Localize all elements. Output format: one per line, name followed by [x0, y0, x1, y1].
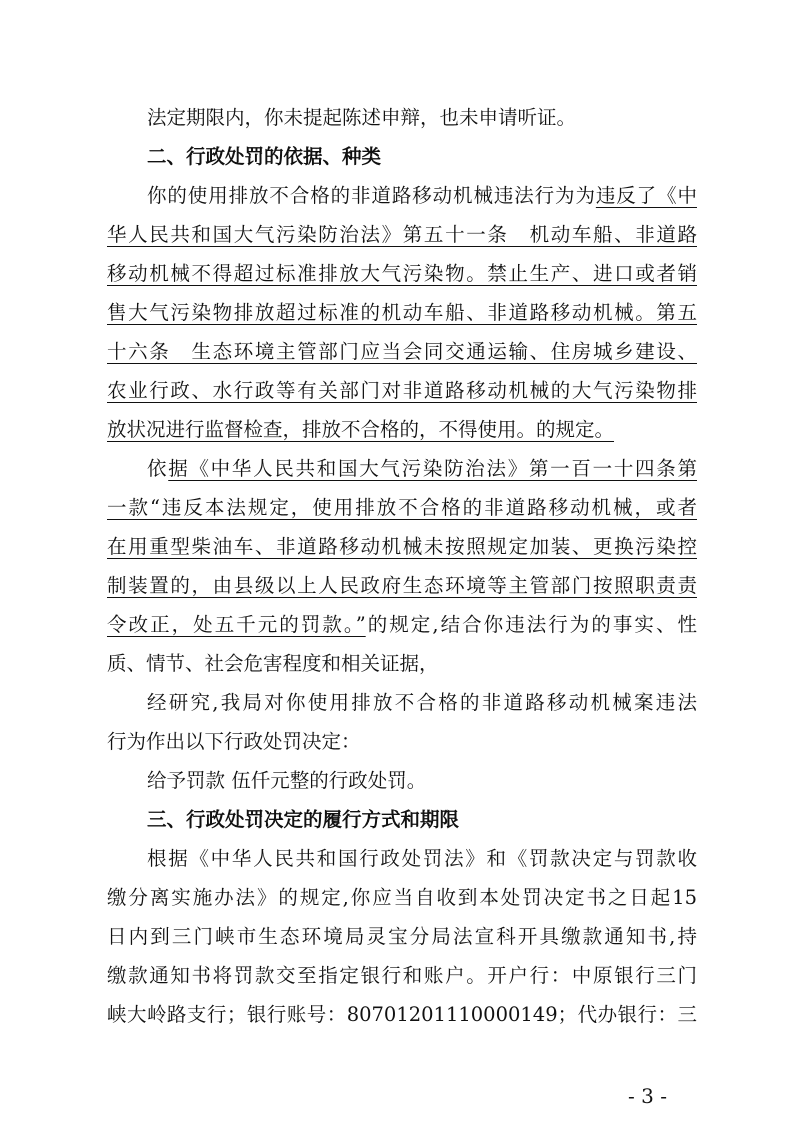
- paragraph-line: 日内到三门峡市生态环境局灵宝分局法宣科开具缴款通知书,持: [107, 925, 697, 948]
- paragraph-line: 制装置的，由县级以上人民政府生态环境等主管部门按照职责责: [107, 574, 697, 597]
- section-heading-basis-and-type: 二、行政处罚的依据、种类: [147, 145, 382, 168]
- paragraph-line: 放状况进行监督检查，排放不合格的，不得使用。的规定。: [107, 418, 615, 441]
- paragraph-line: 根据《中华人民共和国行政处罚法》和《罚款决定与罚款收: [147, 847, 697, 870]
- underlined-text: 违反了《中: [595, 184, 697, 207]
- paragraph-line: 一款“违反本法规定，使用排放不合格的非道路移动机械，或者: [107, 496, 697, 519]
- paragraph-line: 经研究,我局对你使用排放不合格的非道路移动机械案违法: [147, 691, 697, 714]
- paragraph-line: 令改正，处五千元的罚款。”的规定,结合你违法行为的事实、性: [107, 613, 697, 636]
- paragraph-line: 十六条 生态环境主管部门应当会同交通运输、住房城乡建设、: [107, 340, 697, 363]
- section-heading-performance-method: 三、行政处罚决定的履行方式和期限: [147, 808, 460, 831]
- paragraph-line: 缴款通知书将罚款交至指定银行和账户。开户行：中原银行三门: [107, 964, 697, 987]
- page-number: - 3 -: [628, 1084, 667, 1108]
- paragraph-line: 质、情节、社会危害程度和相关证据，: [107, 652, 439, 675]
- paragraph-line: 售大气污染物排放超过标准的机动车船、非道路移动机械。第五: [107, 301, 697, 324]
- paragraph-line: 农业行政、水行政等有关部门对非道路移动机械的大气污染物排: [107, 379, 697, 402]
- paragraph-line: 你的使用排放不合格的非道路移动机械违法行为为违反了《中: [147, 184, 697, 207]
- paragraph-line: 在用重型柴油车、非道路移动机械未按照规定加装、更换污染控: [107, 535, 697, 558]
- paragraph-line: 给予罚款 伍仟元整的行政处罚。: [147, 769, 427, 792]
- paragraph-line: 华人民共和国大气污染防治法》第五十一条 机动车船、非道路: [107, 223, 697, 246]
- paragraph-line: 法定期限内，你未提起陈述申辩，也未申请听证。: [147, 106, 577, 129]
- paragraph-line: 依据《中华人民共和国大气污染防治法》第一百一十四条第: [147, 457, 697, 480]
- paragraph-line: 峡大岭路支行；银行账号：80701201110000149；代办银行：三: [107, 1003, 697, 1026]
- paragraph-line: 缴分离实施办法》的规定,你应当自收到本处罚决定书之日起15: [107, 886, 697, 909]
- paragraph-line: 移动机械不得超过标准排放大气污染物。禁止生产、进口或者销: [107, 262, 697, 285]
- paragraph-line: 行为作出以下行政处罚决定：: [107, 730, 361, 753]
